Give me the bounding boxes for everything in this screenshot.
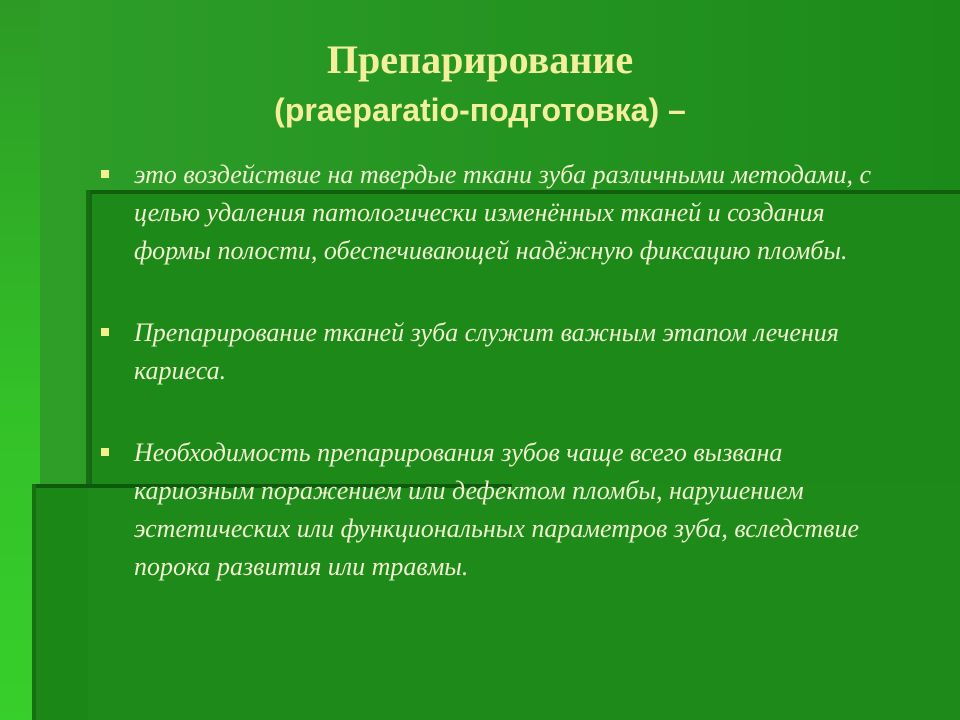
bullet-item: [98, 314, 898, 390]
panel-bottom-left-edge: [32, 484, 36, 720]
bullet-list: [98, 156, 898, 586]
bullet-text: Необходимость препарирования зубов чаще всего вызвана кариозным поражением или дефектом пломбы, нарушением эстетических или функциональных параметров зуба, вследствие порока развития или травмы.: [134, 438, 859, 581]
square-bullet-icon: [101, 328, 109, 336]
bullet-text: Препарирование тканей зуба служит важным этапом лечения кариеса.: [134, 318, 839, 385]
panel-left-edge: [86, 190, 90, 490]
square-bullet-icon: [101, 448, 109, 456]
bullet-item: [98, 434, 898, 586]
square-bullet-icon: [101, 170, 109, 178]
bullet-item: [98, 156, 898, 270]
slide-title: Препарирование: [326, 37, 634, 82]
slide-subtitle: (praeparatio-подготовка) –: [274, 92, 686, 128]
bullet-text: это воздействие на твердые ткани зуба различными методами, с целью удаления патологически изменённых тканей и создания формы полости, обеспечивающей надёжную фиксацию пломбы.: [134, 160, 872, 265]
